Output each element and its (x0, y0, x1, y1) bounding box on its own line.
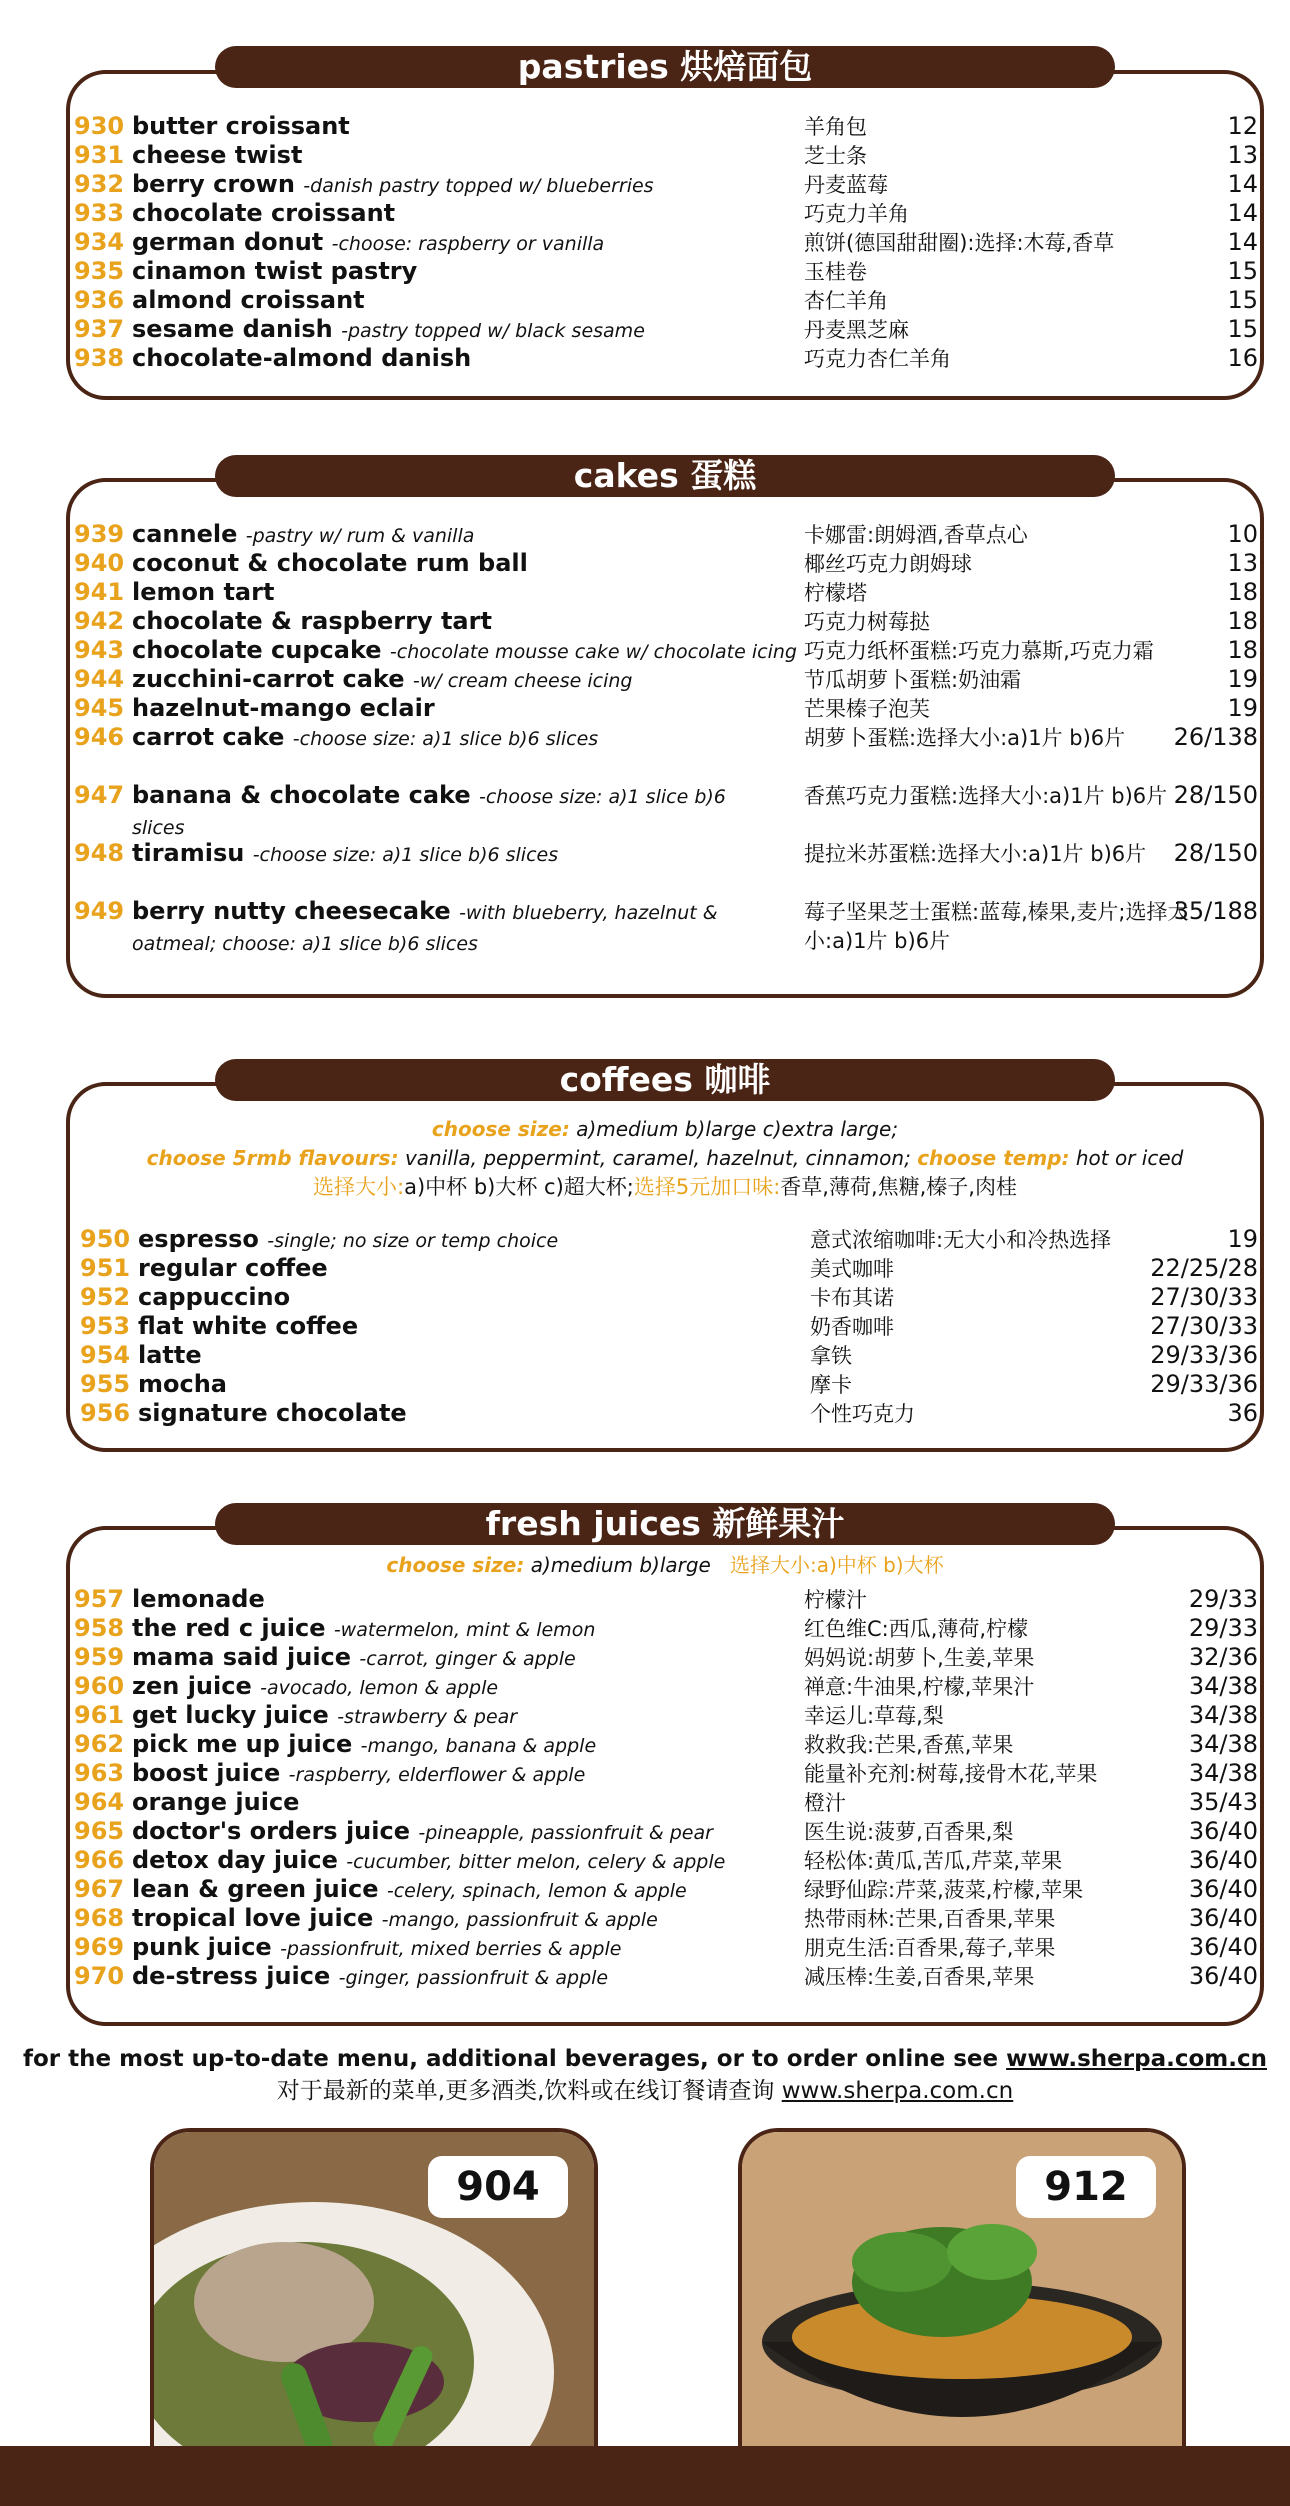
item-chinese-name: 绿野仙踪:芹菜,菠菜,柠檬,苹果 (804, 1878, 1084, 1902)
item-price: 27/30/33 (1150, 1312, 1258, 1340)
item-chinese-name: 煎饼(德国甜甜圈):选择:木莓,香草 (804, 231, 1115, 255)
item-chinese-name: 幸运儿:草莓,梨 (804, 1704, 944, 1728)
item-description: -cucumber, bitter melon, celery & apple (346, 1851, 726, 1873)
item-number: 963 (74, 1759, 125, 1787)
item-number: 940 (74, 549, 125, 577)
item-price: 34/38 (1188, 1701, 1258, 1729)
item-number: 950 (80, 1225, 131, 1253)
photo-badge-912: 912 (1016, 2156, 1156, 2218)
item-name (132, 665, 792, 696)
item-price: 10 (1227, 520, 1258, 548)
menu-item (74, 607, 1258, 636)
item-name (138, 1283, 798, 1314)
menu-item (74, 315, 1258, 344)
item-price: 22/25/28 (1150, 1254, 1258, 1282)
item-name-text: berry nutty cheesecake (132, 897, 451, 925)
item-name-text: boost juice (132, 1759, 281, 1787)
menu-item (74, 1614, 1258, 1643)
item-name-text: orange juice (132, 1788, 300, 1816)
item-number: 964 (74, 1788, 125, 1816)
item-number: 959 (74, 1643, 125, 1671)
item-chinese-name: 胡萝卜蛋糕:选择大小:a)1片 b)6片 (804, 726, 1126, 750)
item-number: 954 (80, 1341, 131, 1369)
item-price: 36/40 (1188, 1962, 1258, 1990)
item-number: 930 (74, 112, 125, 140)
item-number: 945 (74, 694, 125, 722)
item-name-text: tropical love juice (132, 1904, 374, 1932)
item-price: 35/43 (1188, 1788, 1258, 1816)
item-description: -choose size: a)1 slice b)6 slices (132, 786, 726, 839)
item-chinese-name: 香蕉巧克力蛋糕:选择大小:a)1片 b)6片 (804, 784, 1168, 808)
item-description: -choose size: a)1 slice b)6 slices (292, 728, 599, 750)
item-number: 968 (74, 1904, 125, 1932)
item-chinese-name: 巧克力纸杯蛋糕:巧克力慕斯,巧克力霜 (804, 639, 1154, 663)
menu-item (74, 1817, 1258, 1846)
item-chinese-name: 医生说:菠萝,百香果,梨 (804, 1820, 1014, 1844)
item-number: 942 (74, 607, 125, 635)
item-chinese-name: 热带雨林:芒果,百香果,苹果 (804, 1907, 1056, 1931)
item-name (132, 1701, 792, 1732)
item-name (132, 694, 792, 725)
item-price: 35/188 (1173, 897, 1258, 925)
item-name-text: the red c juice (132, 1614, 326, 1642)
menu-item (74, 1846, 1258, 1875)
item-price: 29/33/36 (1150, 1341, 1258, 1369)
item-price: 29/33 (1188, 1614, 1258, 1642)
item-number: 961 (74, 1701, 125, 1729)
item-price: 28/150 (1173, 781, 1258, 809)
item-chinese-name: 卡娜雷:朗姆酒,香草点心 (804, 523, 1028, 547)
item-name-text: mocha (138, 1370, 228, 1398)
item-price: 12 (1227, 112, 1258, 140)
item-number: 937 (74, 315, 125, 343)
item-chinese-name: 节瓜胡萝卜蛋糕:奶油霜 (804, 668, 1022, 692)
item-chinese-name: 朋克生活:百香果,莓子,苹果 (804, 1936, 1056, 1960)
juices-title: fresh juices 新鲜果汁 (215, 1503, 1115, 1545)
item-chinese-name: 能量补充剂:树莓,接骨木花,苹果 (804, 1762, 1098, 1786)
item-name-text: pick me up juice (132, 1730, 353, 1758)
item-name (132, 1846, 792, 1877)
item-price: 36 (1227, 1399, 1258, 1427)
item-number: 938 (74, 344, 125, 372)
item-chinese-name: 椰丝巧克力朗姆球 (804, 552, 972, 576)
item-chinese-name: 莓子坚果芝士蛋糕:蓝莓,榛果,麦片;选择大小:a)1片 b)6片 (804, 900, 1189, 953)
menu-item (74, 1701, 1258, 1730)
item-name (132, 839, 782, 870)
item-description: -passionfruit, mixed berries & apple (280, 1938, 622, 1960)
item-name (132, 897, 782, 959)
item-number: 953 (80, 1312, 131, 1340)
item-name (138, 1254, 798, 1285)
item-price: 18 (1227, 607, 1258, 635)
item-name (132, 315, 792, 346)
item-price: 36/40 (1188, 1817, 1258, 1845)
item-name-text: latte (138, 1341, 202, 1369)
item-number: 966 (74, 1846, 125, 1874)
item-name (132, 170, 792, 201)
item-name-text: german donut (132, 228, 324, 256)
item-chinese-name: 摩卡 (810, 1373, 852, 1397)
coffees-flavour-note: choose 5rmb flavours: vanilla, peppermint, caramel, hazelnut, cinnamon; choose temp: hot or iced (146, 1146, 1184, 1170)
item-chinese-name: 巧克力树莓挞 (804, 610, 930, 634)
coffees-title: coffees 咖啡 (215, 1059, 1115, 1101)
menu-item (74, 578, 1258, 607)
item-description: -single; no size or temp choice (267, 1230, 559, 1252)
item-name (132, 520, 792, 551)
item-price: 14 (1227, 228, 1258, 256)
item-name-text: tiramisu (132, 839, 245, 867)
item-price: 34/38 (1188, 1759, 1258, 1787)
item-name (138, 1399, 798, 1430)
item-price: 34/38 (1188, 1730, 1258, 1758)
salad-photo (150, 2128, 598, 2462)
menu-item (74, 665, 1258, 694)
item-name-text: punk juice (132, 1933, 272, 1961)
item-number: 970 (74, 1962, 125, 1990)
coffees-note (70, 1115, 1260, 1202)
item-name-text: lemon tart (132, 578, 275, 606)
item-name (132, 578, 792, 609)
item-name (132, 1904, 792, 1935)
item-price: 16 (1227, 344, 1258, 372)
item-number: 955 (80, 1370, 131, 1398)
item-price: 36/40 (1188, 1933, 1258, 1961)
item-chinese-name: 救救我:芒果,香蕉,苹果 (804, 1733, 1014, 1757)
item-name-text: chocolate croissant (132, 199, 396, 227)
item-number: 947 (74, 781, 125, 809)
item-name-text: berry crown (132, 170, 295, 198)
item-price: 18 (1227, 636, 1258, 664)
item-name-text: sesame danish (132, 315, 333, 343)
item-name-text: espresso (138, 1225, 259, 1253)
item-name (132, 1672, 792, 1703)
item-price: 15 (1227, 286, 1258, 314)
menu-item (74, 549, 1258, 578)
item-name-text: chocolate cupcake (132, 636, 382, 664)
item-name-text: regular coffee (138, 1254, 328, 1282)
coffees-size-note: choose size: a)medium b)large c)extra large; (431, 1117, 899, 1141)
item-number: 965 (74, 1817, 125, 1845)
menu-item (74, 1962, 1258, 1991)
item-price: 36/40 (1188, 1875, 1258, 1903)
menu-item (74, 286, 1258, 315)
item-number: 941 (74, 578, 125, 606)
item-name (132, 1585, 792, 1616)
item-name-text: hazelnut-mango eclair (132, 694, 435, 722)
item-chinese-name: 减压棒:生姜,百香果,苹果 (804, 1965, 1035, 1989)
item-chinese-name: 芝士条 (804, 144, 867, 168)
item-description: -danish pastry topped w/ blueberries (303, 175, 654, 197)
item-chinese-name: 卡布其诺 (810, 1286, 894, 1310)
item-name (132, 199, 792, 230)
item-name (132, 1875, 792, 1906)
item-name (132, 1759, 792, 1790)
item-description: -ginger, passionfruit & apple (338, 1967, 609, 1989)
item-description: -raspberry, elderflower & apple (288, 1764, 586, 1786)
item-name (132, 1643, 792, 1674)
item-name (132, 781, 782, 843)
item-name (138, 1225, 798, 1256)
item-name-text: zen juice (132, 1672, 252, 1700)
item-number: 951 (80, 1254, 131, 1282)
menu-item (74, 1643, 1258, 1672)
item-name (132, 257, 792, 288)
item-chinese-name: 提拉米苏蛋糕:选择大小:a)1片 b)6片 (804, 842, 1147, 866)
item-price: 19 (1227, 1225, 1258, 1253)
menu-item (80, 1254, 1258, 1283)
menu-item (80, 1283, 1258, 1312)
menu-item (74, 344, 1258, 373)
item-chinese-name: 拿铁 (810, 1344, 852, 1368)
item-price: 26/138 (1173, 723, 1258, 751)
menu-item (80, 1370, 1258, 1399)
item-number: 932 (74, 170, 125, 198)
item-chinese-name: 美式咖啡 (810, 1257, 894, 1281)
item-description: -avocado, lemon & apple (260, 1677, 499, 1699)
menu-item (74, 1788, 1258, 1817)
footer-en: for the most up-to-date menu, additional beverages, or to order online see www.sherpa.com.cn (23, 2046, 1267, 2072)
item-price: 15 (1227, 315, 1258, 343)
menu-item (74, 636, 1258, 665)
item-number: 969 (74, 1933, 125, 1961)
item-chinese-name: 丹麦蓝莓 (804, 173, 888, 197)
item-name-text: lemonade (132, 1585, 265, 1613)
pastries-title: pastries 烘焙面包 (215, 46, 1115, 88)
item-price: 19 (1227, 665, 1258, 693)
item-name (132, 228, 792, 259)
menu-item (80, 1225, 1258, 1254)
item-chinese-name: 芒果榛子泡芙 (804, 697, 930, 721)
item-number: 952 (80, 1283, 131, 1311)
menu-item (74, 1759, 1258, 1788)
item-chinese-name: 玉桂卷 (804, 260, 867, 284)
item-price: 36/40 (1188, 1904, 1258, 1932)
menu-item (74, 1933, 1258, 1962)
menu-item (74, 1672, 1258, 1701)
item-name-text: cheese twist (132, 141, 303, 169)
item-chinese-name: 杏仁羊角 (804, 289, 888, 313)
item-number: 957 (74, 1585, 125, 1613)
item-name-text: detox day juice (132, 1846, 338, 1874)
menu-item (74, 1730, 1258, 1759)
menu-item (74, 228, 1258, 257)
item-number: 949 (74, 897, 125, 925)
item-name (132, 141, 792, 172)
item-chinese-name: 橙汁 (804, 1791, 846, 1815)
item-number: 958 (74, 1614, 125, 1642)
item-description: -carrot, ginger & apple (359, 1648, 576, 1670)
item-chinese-name: 禅意:牛油果,柠檬,苹果汁 (804, 1675, 1035, 1699)
item-number: 935 (74, 257, 125, 285)
item-chinese-name: 羊角包 (804, 115, 867, 139)
item-chinese-name: 轻松体:黄瓜,苦瓜,芹菜,苹果 (804, 1849, 1063, 1873)
coffees-cn-note: 选择大小:a)中杯 b)大杯 c)超大杯;选择5元加口味:香草,薄荷,焦糖,榛子,肉桂 (313, 1175, 1017, 1199)
menu-item (80, 1341, 1258, 1370)
item-name (132, 1933, 792, 1964)
item-name (132, 112, 792, 143)
item-number: 934 (74, 228, 125, 256)
item-name-text: coconut & chocolate rum ball (132, 549, 528, 577)
item-name (132, 723, 782, 754)
item-chinese-name: 意式浓缩咖啡:无大小和冷热选择 (810, 1228, 1112, 1252)
item-name-text: cappuccino (138, 1283, 291, 1311)
item-description: -pineapple, passionfruit & pear (418, 1822, 713, 1844)
item-description: -choose: raspberry or vanilla (331, 233, 605, 255)
item-name-text: flat white coffee (138, 1312, 359, 1340)
item-price: 36/40 (1188, 1846, 1258, 1874)
item-price: 29/33 (1188, 1585, 1258, 1613)
item-name-text: cannele (132, 520, 238, 548)
photo-badge-904: 904 (428, 2156, 568, 2218)
item-description: -mango, passionfruit & apple (381, 1909, 658, 1931)
cakes-title: cakes 蛋糕 (215, 455, 1115, 497)
item-description: -pastry w/ rum & vanilla (245, 525, 475, 547)
footer-cn: 对于最新的菜单,更多酒类,饮料或在线订餐请查询 www.sherpa.com.cn (276, 2078, 1014, 2104)
item-name-text: almond croissant (132, 286, 365, 314)
menu-item (74, 170, 1258, 199)
soup-photo (738, 2128, 1186, 2462)
item-name-text: signature chocolate (138, 1399, 407, 1427)
item-chinese-name: 柠檬汁 (804, 1588, 867, 1612)
menu-item (74, 1875, 1258, 1904)
item-chinese-name: 妈妈说:胡萝卜,生姜,苹果 (804, 1646, 1035, 1670)
item-price: 19 (1227, 694, 1258, 722)
menu-item (74, 112, 1258, 141)
item-price: 14 (1227, 170, 1258, 198)
item-number: 931 (74, 141, 125, 169)
item-name (138, 1341, 798, 1372)
item-name (132, 344, 792, 375)
menu-item (74, 694, 1258, 723)
item-name-text: chocolate & raspberry tart (132, 607, 492, 635)
item-number: 933 (74, 199, 125, 227)
item-name (132, 636, 797, 667)
item-name (132, 607, 792, 638)
menu-item (74, 839, 1258, 897)
item-number: 967 (74, 1875, 125, 1903)
item-description: -watermelon, mint & lemon (333, 1619, 596, 1641)
item-name-text: cinamon twist pastry (132, 257, 418, 285)
item-name (132, 549, 792, 580)
item-description: -with blueberry, hazelnut & oatmeal; choose: a)1 slice b)6 slices (132, 902, 718, 955)
juices-note: choose size: a)medium b)large 选择大小:a)中杯 b)大杯 (386, 1553, 944, 1577)
menu-item (80, 1399, 1258, 1428)
item-price: 15 (1227, 257, 1258, 285)
item-chinese-name: 柠檬塔 (804, 581, 867, 605)
menu-item (74, 1585, 1258, 1614)
item-name (132, 1614, 792, 1645)
website-link-cn[interactable]: www.sherpa.com.cn (781, 2078, 1014, 2104)
item-number: 936 (74, 286, 125, 314)
item-price: 14 (1227, 199, 1258, 227)
item-number: 946 (74, 723, 125, 751)
menu-item (74, 723, 1258, 781)
item-price: 27/30/33 (1150, 1283, 1258, 1311)
item-chinese-name: 个性巧克力 (810, 1402, 915, 1426)
menu-item (74, 199, 1258, 228)
menu-item (74, 257, 1258, 286)
website-link[interactable]: www.sherpa.com.cn (1006, 2046, 1267, 2072)
item-name-text: butter croissant (132, 112, 350, 140)
item-name-text: carrot cake (132, 723, 285, 751)
item-chinese-name: 奶香咖啡 (810, 1315, 894, 1339)
menu-item (74, 141, 1258, 170)
item-number: 944 (74, 665, 125, 693)
item-chinese-name: 红色维C:西瓜,薄荷,柠檬 (804, 1617, 1029, 1641)
item-description: -pastry topped w/ black sesame (341, 320, 645, 342)
item-chinese-name: 巧克力杏仁羊角 (804, 347, 951, 371)
item-name-text: get lucky juice (132, 1701, 329, 1729)
item-price: 34/38 (1188, 1672, 1258, 1700)
menu-item (74, 520, 1258, 549)
item-name (138, 1312, 798, 1343)
item-price: 13 (1227, 549, 1258, 577)
item-price: 29/33/36 (1150, 1370, 1258, 1398)
item-name-text: chocolate-almond danish (132, 344, 472, 372)
item-name-text: de-stress juice (132, 1962, 331, 1990)
item-name-text: doctor's orders juice (132, 1817, 410, 1845)
item-price: 32/36 (1188, 1643, 1258, 1671)
item-chinese-name: 巧克力羊角 (804, 202, 909, 226)
item-name (132, 286, 792, 317)
item-name (132, 1817, 792, 1848)
item-number: 943 (74, 636, 125, 664)
item-number: 948 (74, 839, 125, 867)
item-description: -choose size: a)1 slice b)6 slices (252, 844, 559, 866)
item-chinese-name: 丹麦黑芝麻 (804, 318, 909, 342)
item-price: 13 (1227, 141, 1258, 169)
item-description: -w/ cream cheese icing (412, 670, 633, 692)
bottom-band (0, 2446, 1290, 2506)
item-price: 28/150 (1173, 839, 1258, 867)
item-name (132, 1788, 792, 1819)
item-name-text: mama said juice (132, 1643, 352, 1671)
item-name (138, 1370, 798, 1401)
item-description: -mango, banana & apple (360, 1735, 597, 1757)
item-number: 960 (74, 1672, 125, 1700)
item-price: 18 (1227, 578, 1258, 606)
item-description: -strawberry & pear (337, 1706, 518, 1728)
menu-item (80, 1312, 1258, 1341)
menu-item (74, 897, 1258, 955)
item-name (132, 1730, 792, 1761)
item-name-text: zucchini-carrot cake (132, 665, 405, 693)
item-name-text: banana & chocolate cake (132, 781, 471, 809)
item-number: 939 (74, 520, 125, 548)
item-description: -celery, spinach, lemon & apple (386, 1880, 687, 1902)
item-name-text: lean & green juice (132, 1875, 379, 1903)
menu-item (74, 781, 1258, 839)
item-name (132, 1962, 792, 1993)
menu-item (74, 1904, 1258, 1933)
item-description: -chocolate mousse cake w/ chocolate icing (389, 641, 797, 663)
item-number: 962 (74, 1730, 125, 1758)
item-number: 956 (80, 1399, 131, 1427)
